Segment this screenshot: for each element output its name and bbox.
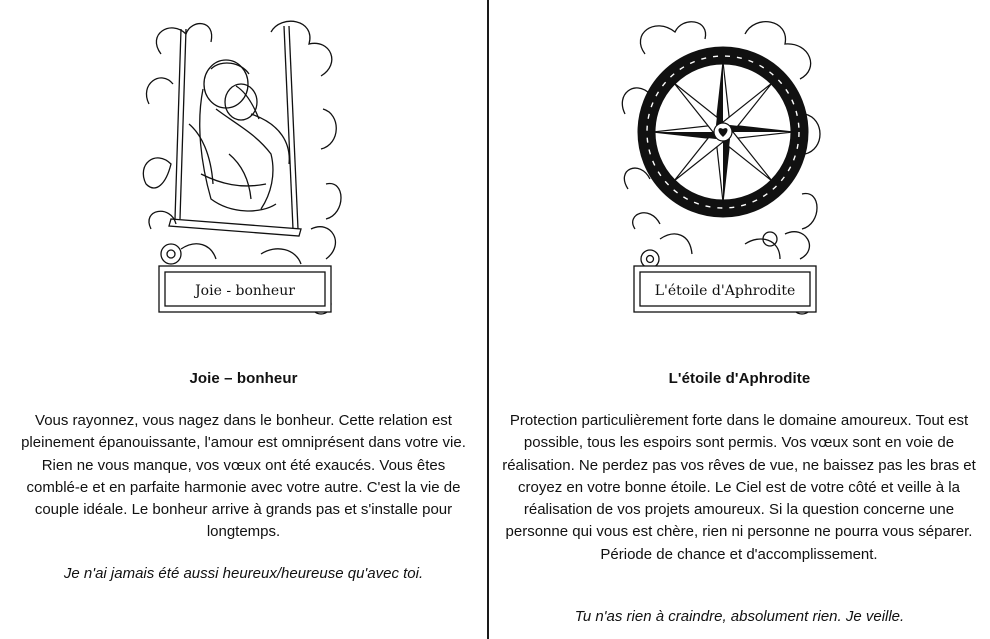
card-joie-bonheur (0, 0, 487, 639)
card-title: Joie – bonheur (189, 370, 298, 387)
card-quote: Je n'ai jamais été aussi heureux/heureuse qu'avec toi. (63, 565, 424, 582)
card-label-text: Joie - bonheur (195, 283, 295, 299)
card-illustration-couple-swing (141, 14, 345, 330)
card-illustration-compass-star (620, 14, 824, 330)
card-etoile-aphrodite (489, 0, 990, 639)
card-title: L'étoile d'Aphrodite (668, 370, 811, 387)
card-quote: Tu n'as rien à craindre, absolument rien. Je veille. (574, 608, 905, 625)
card-description: Protection particulièrement forte dans le domaine amoureux. Tout est possible, tous les espoirs sont permis. Vos vœux sont en voie de réalisation. Ne perdez pas vos rêves de vue, ne baissez pas les bras et croyez en votre bonne étoile. Le Ciel est de votre côté et veille à la réalisation de vos projets amoureux. Si la question concerne une personne qui vous est chère, rien ni personne ne pourra vous séparer. Période de chance et d'accomplissement. (502, 412, 976, 563)
card-description: Vous rayonnez, vous nagez dans le bonheur. Cette relation est pleinement épanouissante, l'amour est omniprésent dans votre vie. Rien ne vous manque, vos vœux ont été exaucés. Vous êtes comblé-e et en parfaite harmonie avec votre autre. C'est la vie de couple idéale. Le bonheur arrive à grands pas et s'installe pour longtemps. (21, 412, 466, 541)
card-label-text: L'étoile d'Aphrodite (654, 283, 796, 299)
